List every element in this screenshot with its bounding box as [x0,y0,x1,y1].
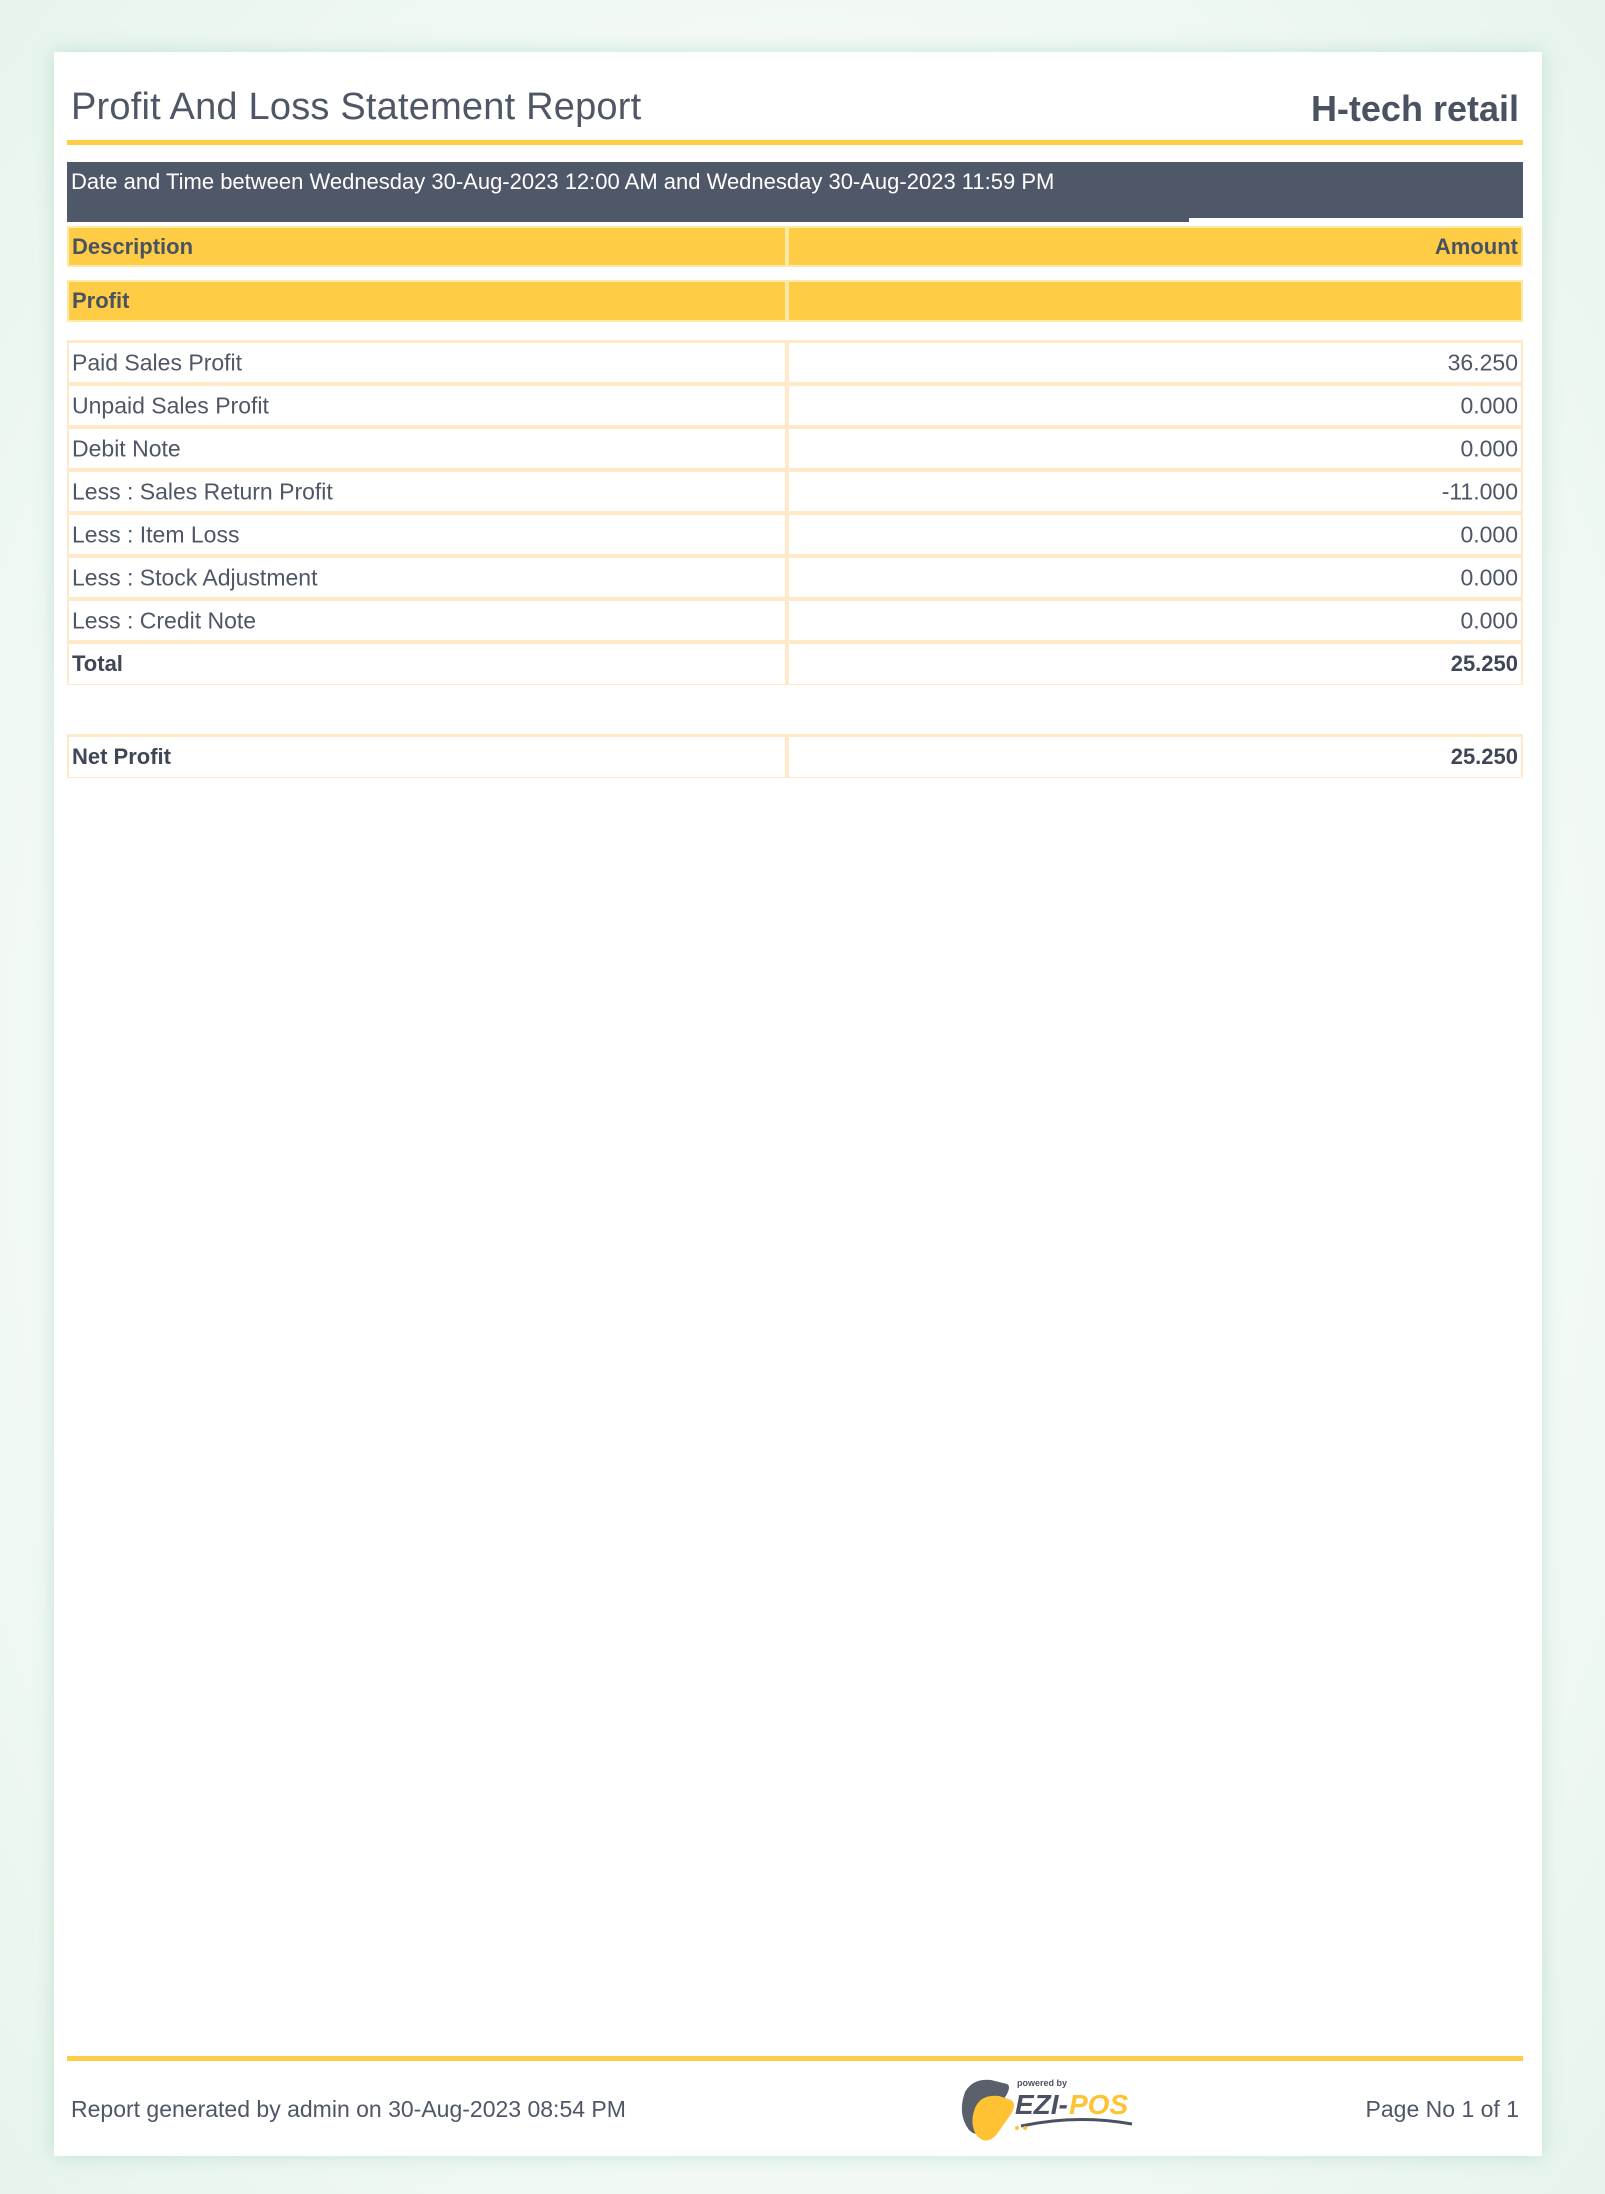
section-label: Profit [72,288,130,313]
header-divider [67,140,1523,145]
row-amount: 0.000 [1460,435,1518,461]
report-page [54,52,1542,2156]
generated-by-text: Report generated by admin on 30-Aug-2023 08:54 PM [71,2096,626,2122]
row-description: Less : Item Loss [72,521,240,547]
net-profit-amount: 25.250 [1450,744,1518,769]
table-row [67,555,1523,598]
row-amount: 0.000 [1460,564,1518,590]
logo-swoosh [1021,2119,1132,2126]
table-row [67,340,1523,383]
footer-divider [67,2056,1523,2061]
date-range-underline [1189,218,1523,222]
company-name: H-tech retail [1310,88,1519,129]
row-description: Less : Stock Adjustment [72,564,318,590]
logo-powered-by: powered by [1017,2078,1068,2088]
row-amount: -11.000 [1441,478,1518,504]
net-profit-label: Net Profit [72,744,171,769]
row-amount: 0.000 [1460,392,1518,418]
table-row [67,598,1523,641]
row-description: Less : Credit Note [72,607,257,633]
date-range-bar [67,162,1523,222]
column-header-amount: Amount [1434,233,1518,259]
total-row [67,641,1523,685]
date-range-text: Date and Time between Wednesday 30-Aug-2023 12:00 AM and Wednesday 30-Aug-2023 11:59 PM [71,169,1055,194]
report-header [67,80,1523,130]
row-description: Less : Sales Return Profit [72,478,333,504]
logo-brand-left: EZI- [1015,2089,1068,2120]
column-header-description: Description [72,233,194,259]
table-row [67,426,1523,469]
row-description: Paid Sales Profit [72,349,243,375]
total-amount: 25.250 [1450,651,1518,676]
table-row [67,469,1523,512]
logo-badge-icon [962,2080,1014,2141]
net-profit-row [67,734,1523,778]
row-amount: 0.000 [1460,607,1518,633]
table-row [67,512,1523,555]
logo-brand-right: POS [1069,2089,1129,2120]
row-amount: 36.250 [1447,349,1518,375]
row-description: Debit Note [72,435,181,461]
row-description: Unpaid Sales Profit [72,392,269,418]
page-number: Page No 1 of 1 [1365,2096,1519,2122]
section-row-profit [67,280,1523,322]
table-header-row [67,226,1523,267]
row-amount: 0.000 [1460,521,1518,547]
report-title: Profit And Loss Statement Report [71,86,642,128]
ezi-pos-logo [947,2064,1147,2146]
table-row [67,383,1523,426]
total-label: Total [72,651,123,676]
